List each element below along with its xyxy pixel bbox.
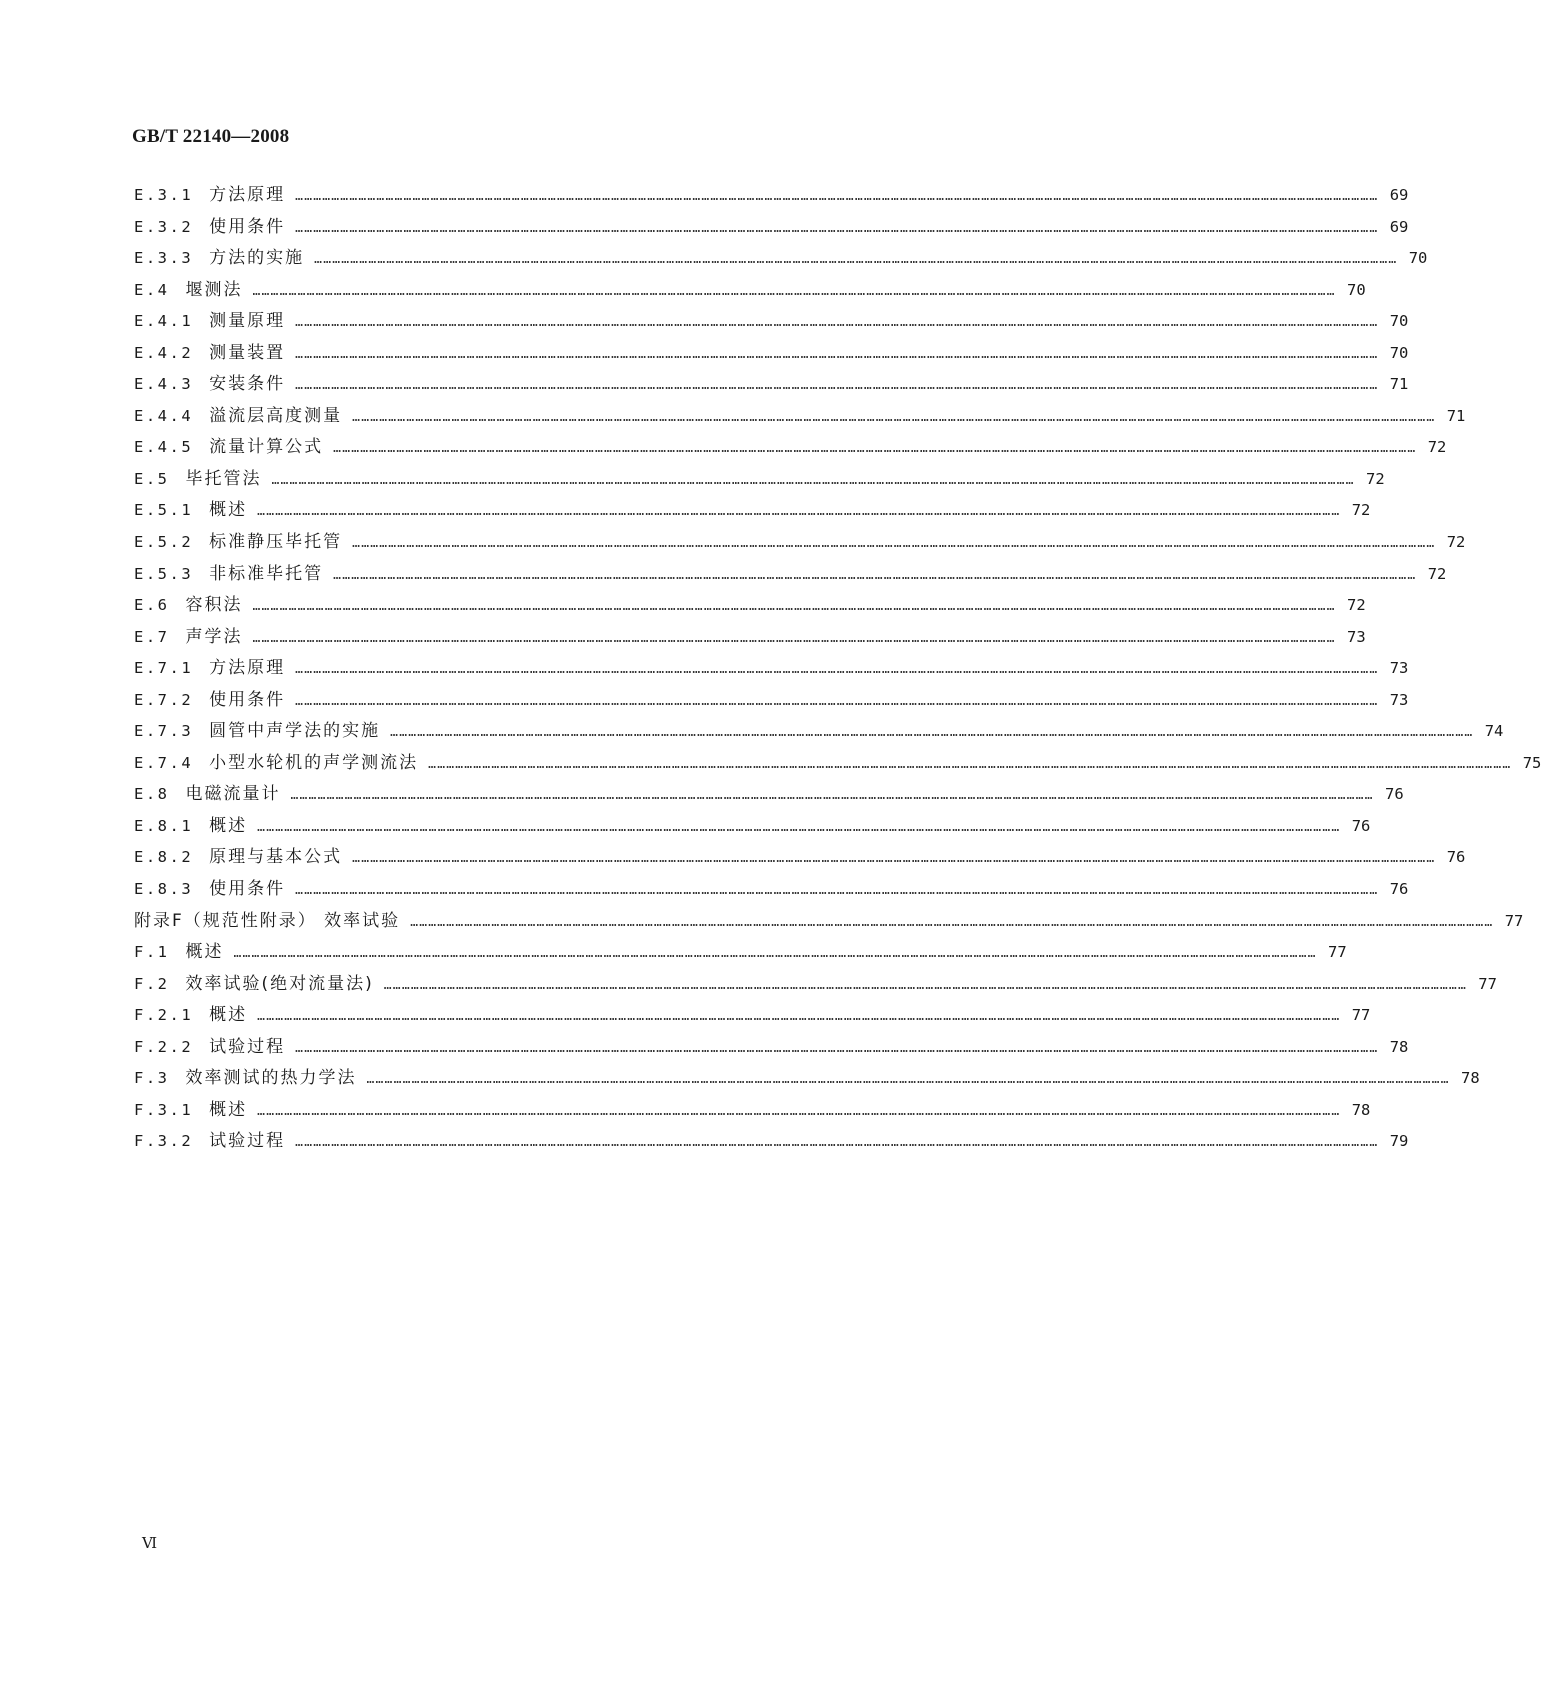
toc-entry xyxy=(134,432,1447,464)
toc-entry-page: 78 xyxy=(1461,1069,1480,1088)
toc-dot-leader: ……………………………………………………………………………………………………………………………………………………………………………………………………………………………………………………………………………………………………………………………… xyxy=(383,977,1467,993)
toc-dot-leader: ……………………………………………………………………………………………………………………………………………………………………………………………………………………………………………………………………………………………………………………………… xyxy=(295,883,1379,899)
toc-entry-title: 概述 xyxy=(209,500,248,521)
toc-entry-page: 72 xyxy=(1347,596,1366,615)
toc-entry-title: 使用条件 xyxy=(209,689,286,710)
toc-entry-page: 72 xyxy=(1427,564,1447,583)
toc-entry xyxy=(134,685,1409,717)
toc-dot-leader: ……………………………………………………………………………………………………………………………………………………………………………………………………………………………………………………………………………………………………………………………… xyxy=(233,946,1317,962)
toc-entry-title: 概述 xyxy=(185,942,224,963)
toc-dot-leader: ……………………………………………………………………………………………………………………………………………………………………………………………………………………………………………………………………………………………………………………………… xyxy=(252,283,1336,299)
toc-entry-page: 72 xyxy=(1446,533,1466,552)
toc-entry-title: 电磁流量计 xyxy=(185,784,281,805)
toc-dot-leader: ……………………………………………………………………………………………………………………………………………………………………………………………………………………………………………………………………………………………………………………………… xyxy=(257,1103,1341,1119)
toc-entry xyxy=(134,338,1409,370)
toc-entry-number: E.8.1 xyxy=(134,816,194,835)
toc-dot-leader: ……………………………………………………………………………………………………………………………………………………………………………………………………………………………………………………………………………………………………………………………… xyxy=(295,346,1379,362)
toc-entry-title: 容积法 xyxy=(185,595,243,616)
toc-entry-title: 标准静压毕托管 xyxy=(209,532,343,553)
toc-entry-number: E.6 xyxy=(134,596,170,615)
toc-dot-leader: ……………………………………………………………………………………………………………………………………………………………………………………………………………………………………………………………………………………………………………………………… xyxy=(295,189,1379,204)
toc-entry-number: E.4.1 xyxy=(134,312,194,331)
toc-entry xyxy=(134,243,1428,275)
toc-dot-leader: ……………………………………………………………………………………………………………………………………………………………………………………………………………………………………………………………………………………………………………………………… xyxy=(271,472,1355,488)
toc-dot-leader: ……………………………………………………………………………………………………………………………………………………………………………………………………………………………………………………………………………………………………………………………… xyxy=(366,1072,1450,1088)
toc-entry xyxy=(134,306,1409,338)
toc-entry-number: F.2 xyxy=(134,974,170,993)
toc-entry-page: 77 xyxy=(1504,911,1524,930)
toc-entry-title: 概述 xyxy=(209,1099,248,1120)
toc-dot-leader: ……………………………………………………………………………………………………………………………………………………………………………………………………………………………………………………………………………………………………………………………… xyxy=(257,1009,1341,1025)
toc-entry-title: 效率测试的热力学法 xyxy=(185,1068,357,1089)
toc-entry xyxy=(134,1126,1409,1158)
toc-dot-leader: ……………………………………………………………………………………………………………………………………………………………………………………………………………………………………………………………………………………………………………………………… xyxy=(333,441,1417,457)
toc-entry-page: 70 xyxy=(1408,249,1428,268)
toc-entry-page: 69 xyxy=(1389,217,1409,236)
toc-entry-page: 72 xyxy=(1351,501,1371,520)
toc-dot-leader: ……………………………………………………………………………………………………………………………………………………………………………………………………………………………………………………………………………………………………………………………… xyxy=(428,756,1512,772)
toc-dot-leader: ……………………………………………………………………………………………………………………………………………………………………………………………………………………………………………………………………………………………………………………………… xyxy=(295,1135,1379,1151)
toc-dot-leader: ……………………………………………………………………………………………………………………………………………………………………………………………………………………………………………………………………………………………………………………………… xyxy=(295,220,1379,236)
toc-dot-leader: ……………………………………………………………………………………………………………………………………………………………………………………………………………………………………………………………………………………………………………………………… xyxy=(295,1040,1379,1056)
toc-entry-page: 77 xyxy=(1478,974,1497,993)
toc-entry-title: 方法原理 xyxy=(209,185,286,205)
toc-entry-number: E.4.3 xyxy=(134,375,194,394)
toc-entry-title: 声学法 xyxy=(185,626,243,647)
toc-entry-title: 毕托管法 xyxy=(185,468,262,489)
toc-entry-page: 75 xyxy=(1522,753,1541,772)
toc-entry-title: 安装条件 xyxy=(209,374,286,395)
toc-entry-number: F.2.2 xyxy=(134,1037,194,1056)
toc-entry xyxy=(134,1032,1409,1064)
toc-entry-page: 71 xyxy=(1389,375,1409,394)
toc-entry-number: F.1 xyxy=(134,943,170,962)
toc-entry-number: F.3 xyxy=(134,1069,170,1088)
page-number: Ⅵ xyxy=(142,1536,158,1552)
toc-entry-page: 70 xyxy=(1389,312,1409,331)
toc-entry-number: E.4.4 xyxy=(134,406,194,425)
toc-entry-page: 78 xyxy=(1351,1100,1371,1119)
toc-entry-title: 效率试验(绝对流量法) xyxy=(185,973,374,994)
toc-entry-title: 方法的实施 xyxy=(209,248,305,269)
toc-entry-page: 79 xyxy=(1389,1132,1409,1151)
toc-entry-title: 概述 xyxy=(209,1005,248,1026)
toc-entry-page: 73 xyxy=(1389,659,1409,678)
toc-dot-leader: ……………………………………………………………………………………………………………………………………………………………………………………………………………………………………………………………………………………………………………………………… xyxy=(252,630,1336,646)
toc-entry-title: 使用条件 xyxy=(209,216,286,237)
toc-entry xyxy=(134,495,1371,527)
toc-entry-title: 测量原理 xyxy=(209,311,286,332)
toc-entry-page: 71 xyxy=(1446,406,1466,425)
toc-entry xyxy=(134,527,1466,559)
toc-entry-number: E.8.2 xyxy=(134,848,194,867)
toc-entry-number: F.3.2 xyxy=(134,1132,194,1151)
toc-entry-page: 76 xyxy=(1385,785,1404,804)
toc-dot-leader: ……………………………………………………………………………………………………………………………………………………………………………………………………………………………………………………………………………………………………………………………… xyxy=(390,725,1474,741)
toc-entry-number: E.4.2 xyxy=(134,343,194,362)
toc-entry xyxy=(134,748,1541,780)
toc-dot-leader: ……………………………………………………………………………………………………………………………………………………………………………………………………………………………………………………………………………………………………………………………… xyxy=(352,409,1436,425)
toc-entry xyxy=(134,180,1409,212)
toc-entry-number: E.5 xyxy=(134,469,170,488)
toc-entry xyxy=(134,401,1466,433)
toc-dot-leader: ……………………………………………………………………………………………………………………………………………………………………………………………………………………………………………………………………………………………………………………………… xyxy=(252,599,1336,615)
document-header-code: GB/T 22140—2008 xyxy=(132,126,290,147)
toc-entry xyxy=(134,811,1371,843)
toc-entry-number: E.3.1 xyxy=(134,186,194,204)
toc-entry xyxy=(134,559,1447,591)
toc-entry-number: E.5.2 xyxy=(134,533,194,552)
toc-dot-leader: ……………………………………………………………………………………………………………………………………………………………………………………………………………………………………………………………………………………………………………………………… xyxy=(333,567,1417,583)
toc-entry-number: E.4.5 xyxy=(134,438,194,457)
toc-entry-page: 76 xyxy=(1351,816,1371,835)
toc-entry-title: 堰测法 xyxy=(185,279,243,300)
toc-entry xyxy=(134,969,1497,1001)
toc-entry xyxy=(134,275,1366,307)
toc-entry xyxy=(134,464,1385,496)
toc-dot-leader: ……………………………………………………………………………………………………………………………………………………………………………………………………………………………………………………………………………………………………………………………… xyxy=(295,378,1379,394)
toc-dot-leader: ……………………………………………………………………………………………………………………………………………………………………………………………………………………………………………………………………………………………………………………………… xyxy=(290,788,1374,804)
toc-entry-number: E.7.3 xyxy=(134,722,194,741)
toc-entry xyxy=(134,369,1409,401)
toc-dot-leader: ……………………………………………………………………………………………………………………………………………………………………………………………………………………………………………………………………………………………………………………………… xyxy=(257,819,1341,835)
toc-entry xyxy=(134,937,1347,969)
toc-entry xyxy=(134,842,1466,874)
toc-entry-title: 试验过程 xyxy=(209,1131,286,1152)
toc-entry-title: 概述 xyxy=(209,815,248,836)
toc-entry-page: 74 xyxy=(1484,722,1504,741)
toc-entry-number: E.3.2 xyxy=(134,217,194,236)
toc-entry-number: F.2.1 xyxy=(134,1006,194,1025)
toc-entry-number: E.7.2 xyxy=(134,690,194,709)
toc-entry xyxy=(134,1095,1371,1127)
toc-dot-leader: ……………………………………………………………………………………………………………………………………………………………………………………………………………………………………………………………………………………………………………………………… xyxy=(352,536,1436,552)
toc-entry-page: 72 xyxy=(1427,438,1447,457)
toc-entry-page: 76 xyxy=(1446,848,1466,867)
toc-entry-title: 使用条件 xyxy=(209,879,286,900)
toc-entry-number: E.7 xyxy=(134,627,170,646)
toc-entry-page: 69 xyxy=(1389,186,1409,204)
toc-entry xyxy=(134,716,1504,748)
toc-entry-page: 77 xyxy=(1328,943,1347,962)
toc-entry-number: E.5.3 xyxy=(134,564,194,583)
toc-dot-leader: ……………………………………………………………………………………………………………………………………………………………………………………………………………………………………………………………………………………………………………………………… xyxy=(295,315,1379,331)
toc-entry-number: E.7.4 xyxy=(134,753,194,772)
toc-entry-page: 78 xyxy=(1389,1037,1409,1056)
toc-entry-number: F.3.1 xyxy=(134,1100,194,1119)
toc-entry-title: 非标准毕托管 xyxy=(209,563,324,584)
toc-entry-number: E.4 xyxy=(134,280,170,299)
toc-dot-leader: ……………………………………………………………………………………………………………………………………………………………………………………………………………………………………………………………………………………………………………………………… xyxy=(314,252,1398,268)
toc-entry-page: 70 xyxy=(1389,343,1409,362)
toc-entry-page: 73 xyxy=(1347,627,1366,646)
toc-entry-number: E.8.3 xyxy=(134,880,194,899)
toc-entry-number: E.3.3 xyxy=(134,249,194,268)
toc-entry xyxy=(134,779,1404,811)
toc-entry-title: 试验过程 xyxy=(209,1036,286,1057)
toc-dot-leader: ……………………………………………………………………………………………………………………………………………………………………………………………………………………………………………………………………………………………………………………………… xyxy=(410,914,1494,930)
toc-entry-title: 溢流层高度测量 xyxy=(209,405,343,426)
toc-entry-page: 73 xyxy=(1389,690,1409,709)
toc-entry-number: E.5.1 xyxy=(134,501,194,520)
toc-entry-title: 测量装置 xyxy=(209,342,286,363)
toc-entry xyxy=(134,653,1409,685)
toc-entry xyxy=(134,622,1366,654)
toc-entry-title: 圆管中声学法的实施 xyxy=(209,721,381,742)
toc-dot-leader: ……………………………………………………………………………………………………………………………………………………………………………………………………………………………………………………………………………………………………………………………… xyxy=(257,504,1341,520)
toc-entry-page: 72 xyxy=(1366,469,1385,488)
toc-entry-title: 方法原理 xyxy=(209,658,286,679)
toc-entry xyxy=(134,874,1409,906)
toc-dot-leader: ……………………………………………………………………………………………………………………………………………………………………………………………………………………………………………………………………………………………………………………………… xyxy=(352,851,1436,867)
toc-entry-title: 原理与基本公式 xyxy=(209,847,343,868)
table-of-contents xyxy=(134,180,1541,1158)
toc-entry xyxy=(134,1063,1480,1095)
toc-entry xyxy=(134,590,1366,622)
toc-entry-number: E.7.1 xyxy=(134,659,194,678)
toc-entry xyxy=(134,906,1524,938)
toc-entry-page: 77 xyxy=(1351,1006,1371,1025)
toc-entry-page: 76 xyxy=(1389,880,1409,899)
toc-dot-leader: ……………………………………………………………………………………………………………………………………………………………………………………………………………………………………………………………………………………………………………………………… xyxy=(295,693,1379,709)
toc-entry-number: E.8 xyxy=(134,785,170,804)
toc-entry-title: 小型水轮机的声学测流法 xyxy=(209,752,419,773)
toc-entry-title: 附录F（规范性附录） 效率试验 xyxy=(134,910,401,931)
toc-entry-page: 70 xyxy=(1347,280,1366,299)
toc-entry-title: 流量计算公式 xyxy=(209,437,324,458)
toc-entry xyxy=(134,1000,1371,1032)
toc-dot-leader: ……………………………………………………………………………………………………………………………………………………………………………………………………………………………………………………………………………………………………………………………… xyxy=(295,662,1379,678)
toc-entry xyxy=(134,212,1409,244)
